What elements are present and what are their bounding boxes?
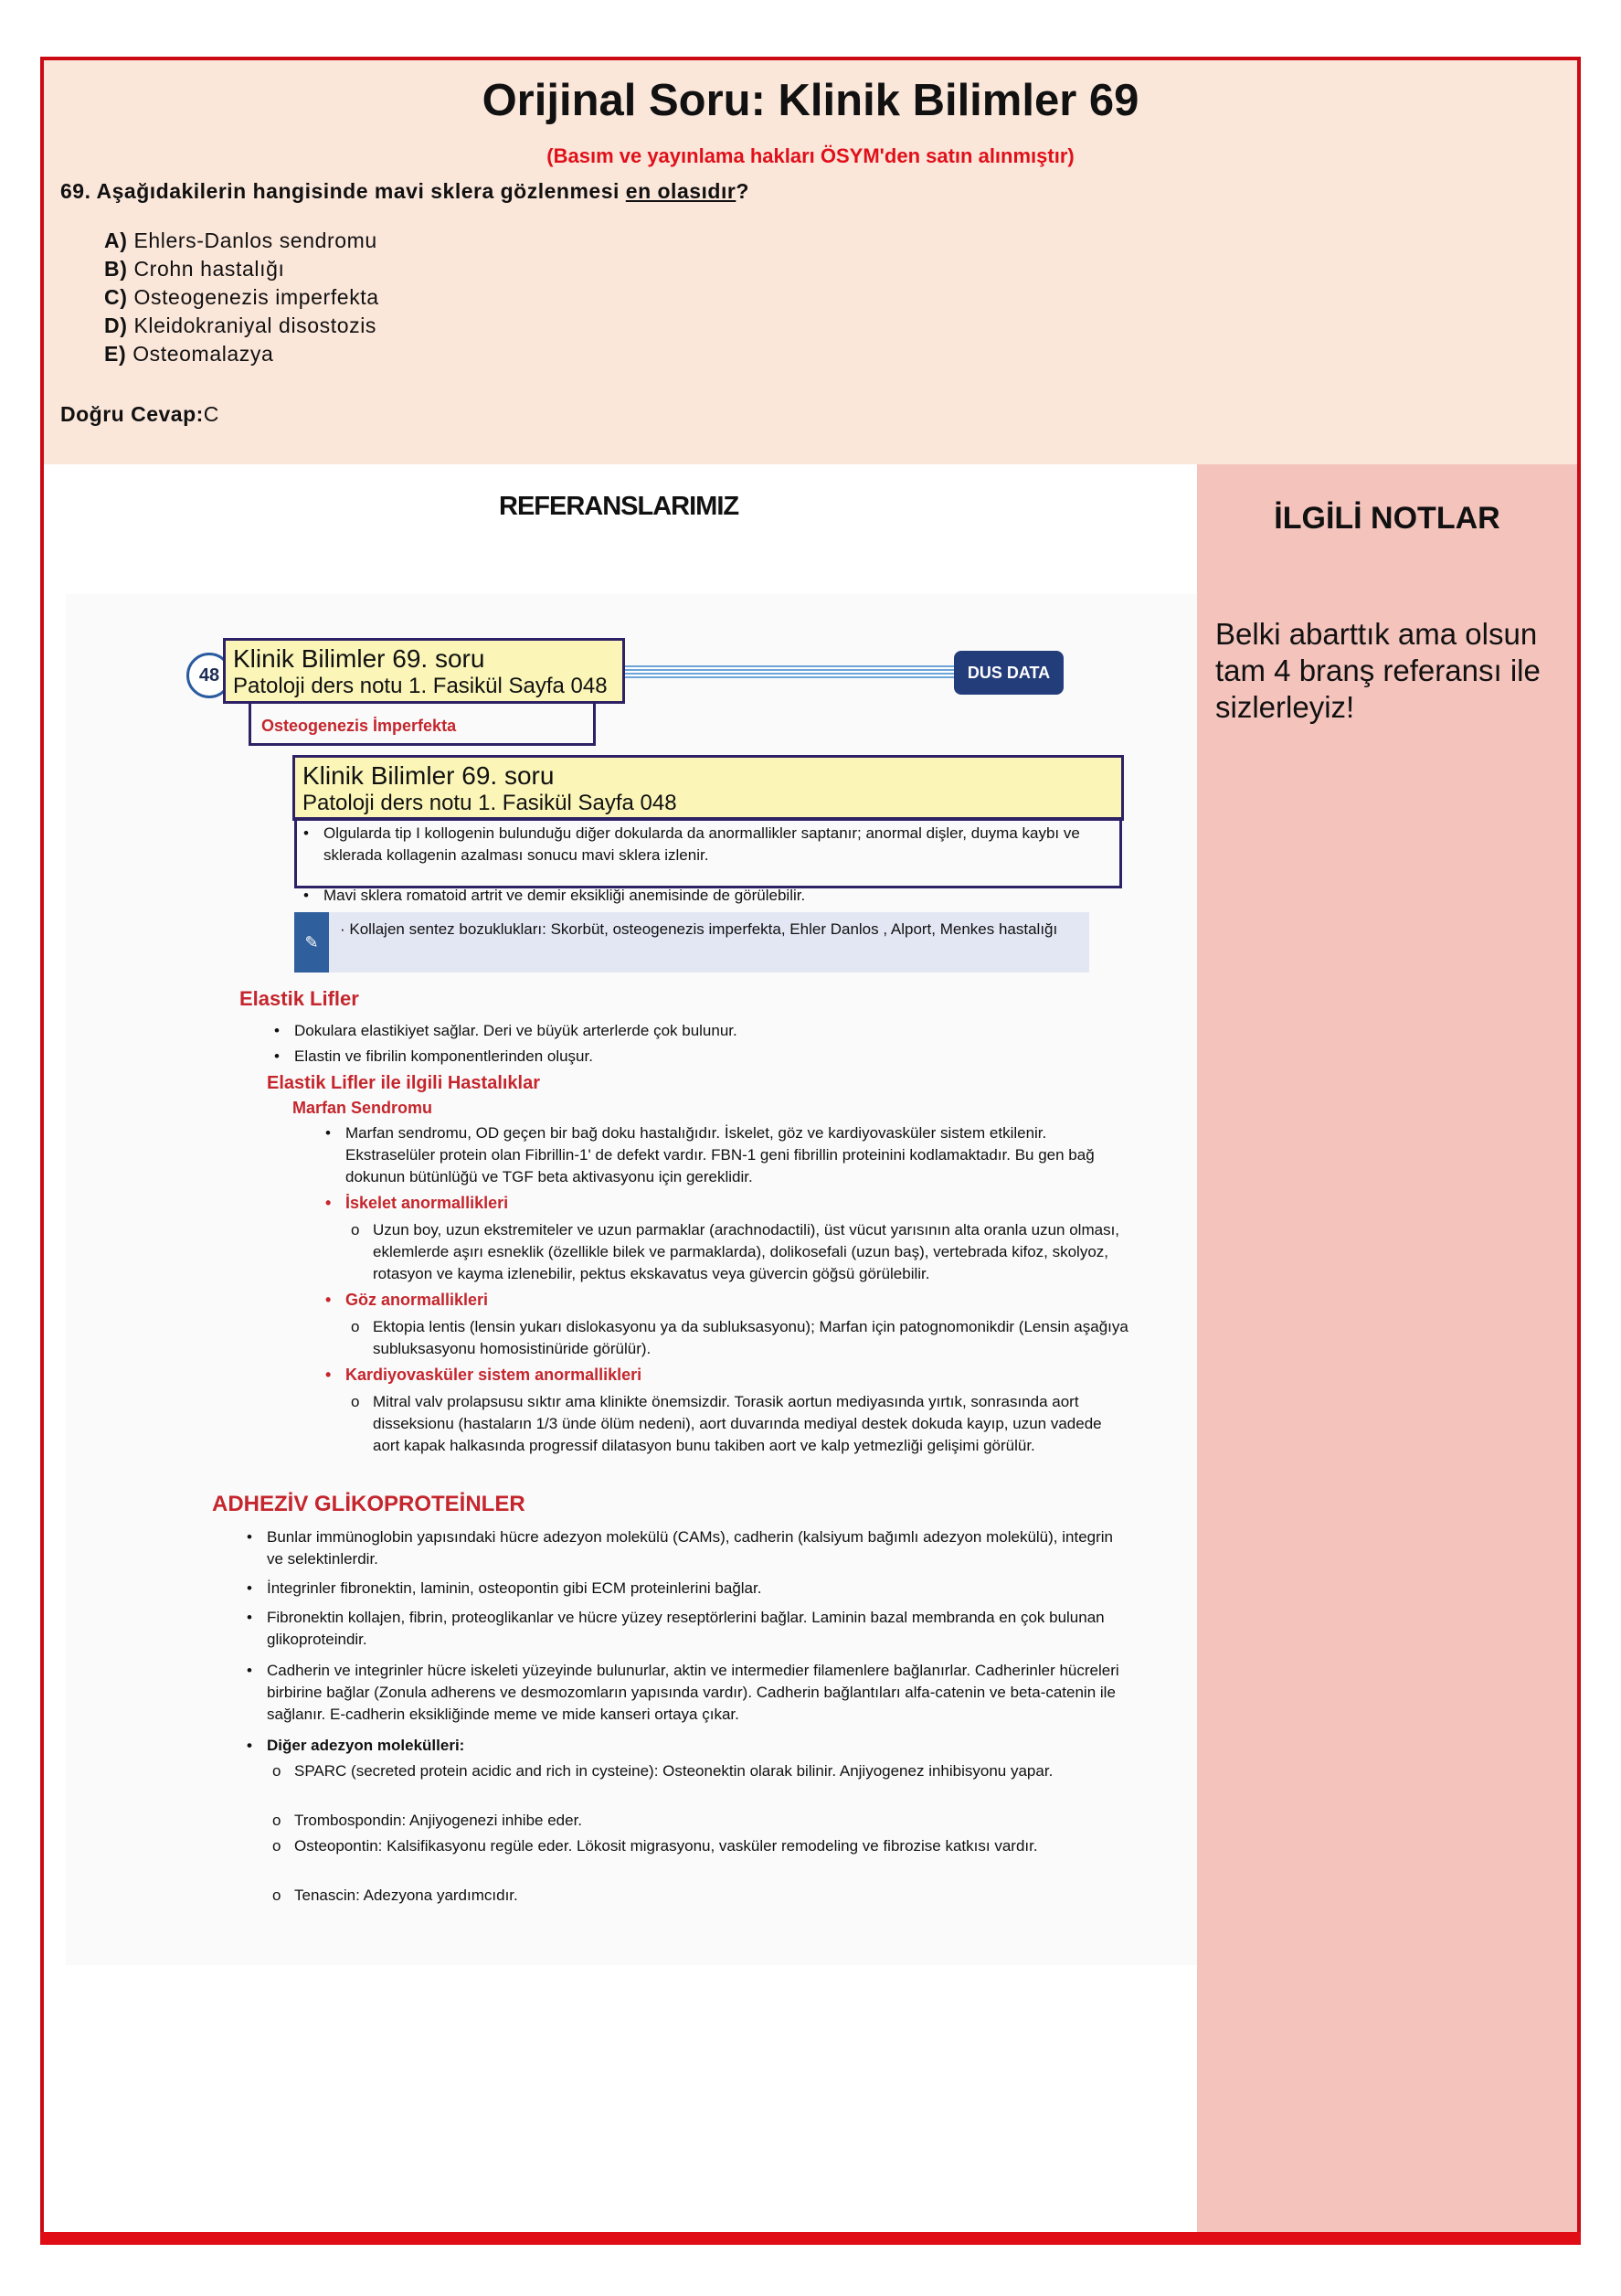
adhesive-bullet-3: • Fibronektin kollajen, fibrin, proteoglikanlar ve hücre yüzey reseptörlerini bağlar. Laminin bazal membranda en çok bulunan glikoproteindir. — [267, 1607, 1126, 1651]
tenascin-item: o Tenascin: Adezyona yardımcıdır. — [294, 1885, 1126, 1907]
question-emphasis: en olasıdır — [625, 179, 736, 203]
adhesive-heading: ADHEZİV GLİKOPROTEİNLER — [212, 1492, 525, 1516]
bottom-bar — [40, 2232, 1581, 2245]
sparc-item: o SPARC (secreted protein acidic and rich in cysteine): Osteonektin olarak bilinir. Anjiyogenez inhibisyonu yapar. — [294, 1760, 1126, 1782]
elastic-bullet-1: • Dokulara elastikiyet sağlar. Deri ve büyük arterlerde çok bulunur. — [294, 1020, 1098, 1042]
marfan-bullet: • Marfan sendromu, OD geçen bir bağ doku hastalığıdır. İskelet, göz ve kardiyovasküler sistem etkilenir. Ekstraselüler protein olan Fibrillin-1' de defekt vardır. FBN-1 geni fibrillin proteinini kodlamaktadır. Bu gen bağ dokunun bütünlüğü ve TGF beta aktivasyonu için gereklidir. — [345, 1122, 1131, 1188]
dusdata-logo: DUS DATA — [954, 651, 1064, 695]
cardio-item: o Mitral valv prolapsusu sıktır ama klinikte önemsizdir. Torasik aortun mediyasında yırtık, sonrasında aort disseksionu (hastaların 1/3 ünde ölüm nedeni), aort duvarında mediyal destek dokuda kayıp, uzun vadede aort kapak halkasında progressif dilatasyon bunu takiben aort ve kalp yetmezliği gelişimi görülür. — [373, 1391, 1131, 1457]
adhesive-bullet-2: • İntegrinler fibronektin, laminin, osteopontin gibi ECM proteinlerini bağlar. — [267, 1578, 1126, 1600]
osteo-bullet-1: • Olgularda tip I kollogenin bulunduğu diğer dokularda da anormallikler saptanır; anormal dişler, duyma kaybı ve sklerada kollagenin azalması sonucu mavi sklera izlenir. — [323, 823, 1109, 866]
question-suffix: ? — [736, 179, 749, 203]
osteo-bullet-2: • Mavi sklera romatoid artrit ve demir eksikliği anemisinde de görülebilir. — [323, 885, 1109, 907]
option-c: C) Osteogenezis imperfekta — [104, 285, 379, 309]
question-prefix: 69. Aşağıdakilerin hangisinde mavi sklera gözlenmesi — [60, 179, 626, 203]
elastic-bullet-2: • Elastin ve fibrilin komponentlerinden oluşur. — [294, 1046, 1098, 1068]
notes-title: İLGİLİ NOTLAR — [1274, 501, 1500, 536]
page-border — [40, 57, 1581, 2245]
rights-notice: (Basım ve yayınlama hakları ÖSYM'den satın alınmıştır) — [546, 144, 1075, 167]
skeletal-item: o Uzun boy, uzun ekstremiteler ve uzun parmaklar (arachnodactili), üst vücut yarısının alta oranla uzun olması, eklemlerde aşırı esneklik (özellikle bilek ve parmaklarda), dolikosefali (uzun baş), vertebrada kifoz, skolyoz, rotasyon ve kayma izlenebilir, pektus ekskavatus veya güvercin göğsü görülebilir. — [373, 1219, 1131, 1285]
eye-item: o Ektopia lentis (lensin yukarı dislokasyonu ya da subluksasyonu); Marfan için patognomonikdir (Lensin aşağıya subluksasyonu homosistinüride görülür). — [373, 1316, 1131, 1360]
answer-label: Doğru Cevap: — [60, 402, 204, 426]
page-number-badge: 48 — [186, 653, 232, 698]
option-a: A) Ehlers-Danlos sendromu — [104, 229, 377, 252]
elastic-disease-heading: Elastik Lifler ile ilgili Hastalıklar — [267, 1073, 541, 1093]
notes-text: Belki abarttık ama olsun tam 4 branş referansı ile sizlerleyiz! — [1215, 617, 1541, 724]
elastic-heading: Elastik Lifler — [239, 987, 359, 1010]
reference-box-1: Klinik Bilimler 69. soru Patoloji ders notu 1. Fasikül Sayfa 048 — [223, 638, 625, 704]
marfan-heading: Marfan Sendromu — [292, 1099, 433, 1117]
page-title: Orijinal Soru: Klinik Bilimler 69 — [482, 76, 1139, 125]
adhesive-bullet-1: • Bunlar immünoglobin yapısındaki hücre adezyon molekülü (CAMs), cadherin (kalsiyum bağımlı adezyon molekülü), integrin ve selektinlerdir. — [267, 1526, 1126, 1570]
option-b: B) Crohn hastalığı — [104, 257, 285, 281]
info-text: · Kollajen sentez bozuklukları: Skorbüt, osteogenezis imperfekta, Ehler Danlos , Alport, Menkes hastalığı — [340, 920, 1058, 938]
adhesive-bullet-5: • Diğer adezyon molekülleri: — [267, 1735, 1126, 1757]
adhesive-bullet-4: • Cadherin ve integrinler hücre iskeleti yüzeyinde bulunurlar, aktin ve intermedier filamenlere bağlanırlar. Cadherinler hücreleri birbirine bağlar (Zonula adherens ve desmozomların yapısında vardır). Cadherin bağlantıları alfa-catenin ve beta-catenin ile sağlanır. E-cadherin eksikliğinde meme ve mide kanseri ortaya çıkar. — [267, 1660, 1126, 1726]
answer-value: C — [203, 402, 219, 426]
cardio-heading: • Kardiyovasküler sistem anormallikleri — [345, 1366, 641, 1385]
thrombospondin-item: o Trombospondin: Anjiyogenezi inhibe eder. — [294, 1810, 1126, 1832]
skeletal-heading: • İskelet anormallikleri — [345, 1194, 508, 1213]
option-d: D) Kleidokraniyal disostozis — [104, 314, 377, 337]
eye-heading: • Göz anormallikleri — [345, 1291, 488, 1310]
reference-box-2: Klinik Bilimler 69. soru Patoloji ders notu 1. Fasikül Sayfa 048 — [292, 755, 1124, 821]
info-tab-icon: ✎ — [294, 912, 329, 973]
references-title: REFERANSLARIMIZ — [499, 492, 739, 521]
osteogenesis-heading: Osteogenezis İmperfekta — [261, 717, 457, 735]
option-e: E) Osteomalazya — [104, 342, 274, 366]
osteopontin-item: o Osteopontin: Kalsifikasyonu regüle eder. Lökosit migrasyonu, vasküler remodeling ve fibrozise katkısı vardır. — [294, 1835, 1126, 1857]
